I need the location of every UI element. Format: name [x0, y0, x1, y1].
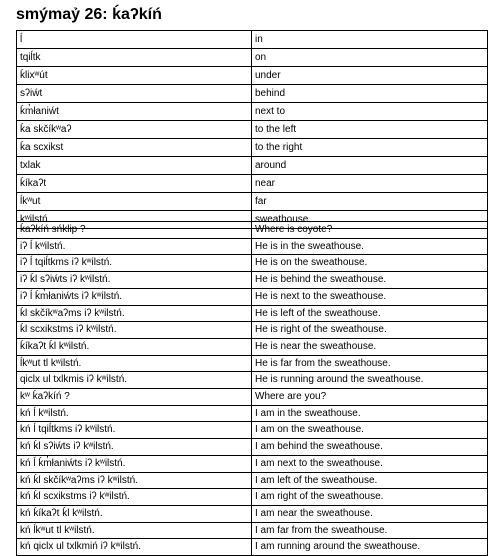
english-gloss-cell: near — [252, 175, 488, 193]
english-sentence-cell: I am right of the sweathouse. — [252, 489, 488, 506]
sentence-row — [17, 455, 488, 472]
page-title: smýmaỷ 26: ḱaʔkíń — [16, 6, 162, 23]
sentence-row — [17, 288, 488, 305]
vocab-row — [17, 31, 488, 49]
english-sentence-cell: I am running around the sweathouse. — [252, 539, 488, 556]
english-gloss-cell: to the right — [252, 139, 488, 157]
english-sentence-cell: Where are you? — [252, 389, 488, 406]
english-gloss-cell: far — [252, 193, 488, 211]
sentence-row — [17, 272, 488, 289]
salish-word-cell: kʷilstń — [17, 211, 252, 229]
english-gloss-cell: in — [252, 31, 488, 49]
salish-sentence-cell: iʔ ĺ ḱm̓łaniẃts iʔ kʷilstń. — [17, 288, 252, 305]
vocab-row — [17, 49, 488, 67]
salish-word-cell: ḱlixʷút — [17, 67, 252, 85]
sentence-row — [17, 539, 488, 556]
english-sentence-cell: He is running around the sweathouse. — [252, 372, 488, 389]
sentence-row — [17, 389, 488, 406]
english-gloss-cell: behind — [252, 85, 488, 103]
salish-word-cell: ḱa skčíkʷaʔ — [17, 121, 252, 139]
vocab-row — [17, 67, 488, 85]
salish-sentence-cell: kń qiclx ul txlkmiń iʔ kʷilstń. — [17, 539, 252, 556]
salish-sentence-cell: kń ḱl skčíkʷaʔms iʔ kʷilstń. — [17, 472, 252, 489]
salish-sentence-cell: iʔ ĺ tqiĺtkms iʔ kʷilstń. — [17, 255, 252, 272]
english-sentence-cell: He is on the sweathouse. — [252, 255, 488, 272]
english-sentence-cell: He is near the sweathouse. — [252, 338, 488, 355]
english-sentence-cell: He is right of the sweathouse. — [252, 322, 488, 339]
english-sentence-cell: I am behind the sweathouse. — [252, 439, 488, 456]
sentence-row — [17, 505, 488, 522]
salish-word-cell: sʔiẃt — [17, 85, 252, 103]
salish-sentence-cell: kń ḱl scxikstms iʔ kʷilstń. — [17, 489, 252, 506]
vocab-row — [17, 193, 488, 211]
salish-sentence-cell: kń ĺ tqiĺtkms iʔ kʷilstń. — [17, 422, 252, 439]
salish-sentence-cell: ḱl scxikstms iʔ kʷilstń. — [17, 322, 252, 339]
vocab-row — [17, 103, 488, 121]
salish-word-cell: ĺkʷut — [17, 193, 252, 211]
english-sentence-cell: Where is coyote? — [252, 222, 488, 239]
vocab-row — [17, 85, 488, 103]
sentence-row — [17, 372, 488, 389]
sentence-row — [17, 472, 488, 489]
english-sentence-cell: He is next to the sweathouse. — [252, 288, 488, 305]
salish-word-cell: txlak — [17, 157, 252, 175]
salish-sentence-cell: iʔ ḱl sʔiẃts iʔ kʷilstń. — [17, 272, 252, 289]
vocabulary-table — [16, 30, 488, 229]
english-sentence-cell: He is left of the sweathouse. — [252, 305, 488, 322]
sentence-row — [17, 355, 488, 372]
salish-sentence-cell: kʷ ḱaʔkíń ? — [17, 389, 252, 406]
english-sentence-cell: I am left of the sweathouse. — [252, 472, 488, 489]
salish-sentence-cell: kń ĺ kʷilstń. — [17, 405, 252, 422]
english-sentence-cell: I am in the sweathouse. — [252, 405, 488, 422]
english-sentence-cell: He is in the sweathouse. — [252, 238, 488, 255]
salish-sentence-cell: qiclx ul txlkmis iʔ kʷilstń. — [17, 372, 252, 389]
salish-sentence-cell: ḱaʔkíń sńklip ? — [17, 222, 252, 239]
salish-sentence-cell: ḱl skčíkʷaʔms iʔ kʷilstń. — [17, 305, 252, 322]
sentence-row — [17, 255, 488, 272]
salish-sentence-cell: kń ĺ ḱm̓łaniẃts iʔ kʷilstń. — [17, 455, 252, 472]
salish-sentence-cell: iʔ ĺ kʷilstń. — [17, 238, 252, 255]
salish-word-cell: ĺ — [17, 31, 252, 49]
english-gloss-cell: sweathouse — [252, 211, 488, 229]
english-sentence-cell: I am on the sweathouse. — [252, 422, 488, 439]
english-gloss-cell: to the left — [252, 121, 488, 139]
salish-sentence-cell: ḱíkaʔt ḱl kʷilstń. — [17, 338, 252, 355]
vocab-row — [17, 175, 488, 193]
english-sentence-cell: He is behind the sweathouse. — [252, 272, 488, 289]
english-sentence-cell: He is far from the sweathouse. — [252, 355, 488, 372]
salish-sentence-cell: kń ḱíkaʔt ḱl kʷilstń. — [17, 505, 252, 522]
sentence-row — [17, 305, 488, 322]
vocab-row — [17, 157, 488, 175]
sentence-row — [17, 422, 488, 439]
sentence-row — [17, 489, 488, 506]
salish-word-cell: tqiĺtk — [17, 49, 252, 67]
sentence-row — [17, 222, 488, 239]
english-sentence-cell: I am near the sweathouse. — [252, 505, 488, 522]
sentence-row — [17, 338, 488, 355]
vocab-row — [17, 139, 488, 157]
english-gloss-cell: next to — [252, 103, 488, 121]
sentence-row — [17, 322, 488, 339]
salish-word-cell: ḱíkaʔt — [17, 175, 252, 193]
salish-word-cell: ḱa scxikst — [17, 139, 252, 157]
salish-sentence-cell: ĺkʷut tl kʷilstń. — [17, 355, 252, 372]
english-gloss-cell: on — [252, 49, 488, 67]
english-gloss-cell: around — [252, 157, 488, 175]
salish-word-cell: ḱm̓łaniẃt — [17, 103, 252, 121]
sentence-row — [17, 439, 488, 456]
english-sentence-cell: I am far from the sweathouse. — [252, 522, 488, 539]
vocab-row — [17, 121, 488, 139]
english-gloss-cell: under — [252, 67, 488, 85]
salish-sentence-cell: kń ĺkʷut tl kʷilstń. — [17, 522, 252, 539]
sentence-row — [17, 405, 488, 422]
english-sentence-cell: I am next to the sweathouse. — [252, 455, 488, 472]
sentences-table — [16, 221, 488, 556]
sentence-row — [17, 238, 488, 255]
salish-sentence-cell: kń ḱl sʔiẃts iʔ kʷilstń. — [17, 439, 252, 456]
